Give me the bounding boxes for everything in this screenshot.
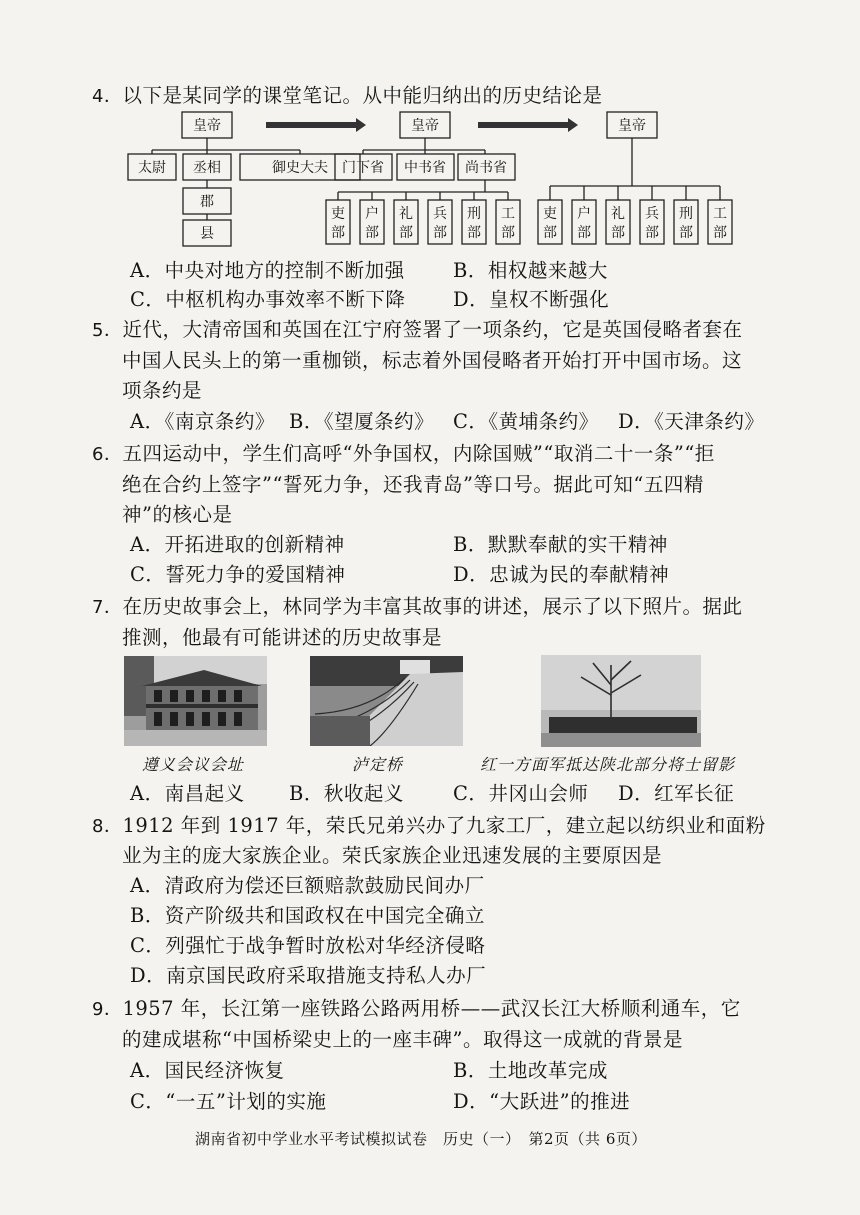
photo-caption-red-army: 红一方面军抵达陕北部分将士留影 (480, 755, 736, 774)
q6-option-b: B．默默奉献的实干精神 (453, 533, 668, 556)
diagram-ministry: 吏 (543, 206, 557, 222)
q5-option-c: C．《黄埔条约》 (453, 410, 599, 433)
q9-text-1: 1957 年，长江第一座铁路公路两用桥——武汉长江大桥顺利通车，它 (122, 997, 741, 1020)
q8-option-c: C．列强忙于战争暂时放松对华经济侵略 (130, 934, 486, 957)
q8-option-a: A．清政府为偿还巨额赔款鼓励民间办厂 (130, 874, 485, 897)
diagram-ministry: 吏 (331, 206, 345, 222)
diagram-ministry: 部 (713, 225, 727, 241)
diagram-ministry: 部 (679, 225, 693, 241)
diagram-ministry: 部 (433, 225, 447, 241)
q9-line-2: 的建成堪称“中国桥梁史上的一座丰碑”。取得这一成就的背景是 (122, 1028, 683, 1051)
diagram-ministry: 部 (399, 225, 413, 241)
q5-line-2: 中国人民头上的第一重枷锁，标志着外国侵略者开始打开中国市场。这 (122, 349, 743, 372)
diagram-ministry: 部 (645, 225, 659, 241)
diagram-ministry: 刑 (679, 206, 693, 222)
q9-line-1 (92, 995, 741, 1024)
diagram-ministry: 兵 (645, 206, 659, 222)
page-footer: 湖南省初中学业水平考试模拟试卷 历史（一） 第2页（共 6页） (195, 1130, 647, 1148)
q5-option-d: D．《天津条约》 (618, 410, 765, 433)
q7-option-a: A．南昌起义 (130, 782, 245, 805)
diagram-ministry: 部 (611, 225, 625, 241)
diagram-local-unit: 县 (200, 226, 214, 242)
diagram-department: 门下省 (342, 160, 384, 176)
diagram-ministry: 工 (501, 206, 515, 222)
diagram-emperor-3: 皇帝 (618, 118, 646, 134)
q5-option-b: B．《望厦条约》 (289, 410, 435, 433)
diagram-ministry: 礼 (611, 206, 625, 222)
q9-option-c: C．“一五”计划的实施 (130, 1090, 327, 1113)
q6-option-a: A．开拓进取的创新精神 (130, 533, 345, 556)
q7-line-2: 推测，他最有可能讲述的历史故事是 (122, 626, 443, 649)
diagram-ministry: 礼 (399, 206, 413, 222)
diagram-official: 太尉 (138, 160, 166, 176)
q9-number: 9． (92, 999, 123, 1020)
q4-option-a: A．中央对地方的控制不断加强 (130, 259, 405, 282)
q4-option-c: C．中枢机构办事效率不断下降 (130, 288, 406, 311)
diagram-ministry: 工 (713, 206, 727, 222)
q4-stem (92, 82, 602, 111)
q4-option-b: B．相权越来越大 (453, 259, 608, 282)
q5-number: 5． (92, 320, 123, 341)
q5-option-a: A．《南京条约》 (130, 410, 275, 433)
q7-option-d: D．红军长征 (618, 782, 735, 805)
diagram-ministry: 部 (501, 225, 515, 241)
diagram-department: 中书省 (404, 160, 446, 176)
diagram-ministry: 部 (331, 225, 345, 241)
q6-line-2: 绝在合约上签字”“誓死力争，还我青岛”等口号。据此可知“五四精 (122, 473, 704, 496)
q8-line-1 (92, 812, 766, 841)
diagram-ministry: 部 (577, 225, 591, 241)
diagram-emperor-1: 皇帝 (193, 118, 221, 134)
diagram-ministry: 部 (467, 225, 481, 241)
q8-option-b: B．资产阶级共和国政权在中国完全确立 (130, 904, 485, 927)
q7-text-1: 在历史故事会上，林同学为丰富其故事的讲述，展示了以下照片。据此 (122, 595, 743, 618)
diagram-official: 丞相 (193, 160, 221, 176)
q6-option-d: D．忠诚为民的奉献精神 (453, 563, 670, 586)
q8-line-2: 业为主的庞大家族企业。荣氏家族企业迅速发展的主要原因是 (122, 844, 663, 867)
q6-line-3: 神”的核心是 (122, 503, 233, 526)
q4-diagram (120, 108, 780, 250)
q7-option-b: B．秋收起义 (289, 782, 404, 805)
diagram-ministry: 户 (365, 206, 379, 222)
q7-line-1 (92, 593, 742, 622)
luding-bridge-photo (310, 656, 463, 746)
q7-number: 7． (92, 597, 123, 618)
diagram-local-unit: 郡 (200, 194, 214, 210)
q8-option-d: D．南京国民政府采取措施支持私人办厂 (130, 964, 487, 987)
diagram-ministry: 部 (365, 225, 379, 241)
q4-number: 4． (92, 86, 123, 107)
q6-line-1 (92, 440, 715, 469)
q4-stem-text: 以下是某同学的课堂笔记。从中能归纳出的历史结论是 (122, 84, 603, 107)
q4-option-d: D．皇权不断强化 (453, 288, 610, 311)
diagram-ministry: 刑 (467, 206, 481, 222)
q5-line-1 (92, 316, 742, 345)
q8-text-1: 1912 年到 1917 年，荣氏兄弟兴办了九家工厂，建立起以纺织业和面粉 (122, 814, 766, 837)
q7-option-c: C．井冈山会师 (453, 782, 589, 805)
red-army-photo (541, 655, 701, 747)
photo-caption-zunyi: 遵义会议会址 (142, 755, 245, 774)
q9-option-a: A．国民经济恢复 (130, 1059, 285, 1082)
photo-caption-luding: 泸定桥 (352, 755, 404, 774)
q5-line-3: 项条约是 (122, 379, 203, 402)
q6-number: 6． (92, 444, 123, 465)
q9-option-b: B．土地改革完成 (453, 1059, 608, 1082)
arrow-icon (266, 122, 356, 128)
diagram-official: 御史大夫 (272, 160, 328, 176)
q8-number: 8． (92, 816, 123, 837)
diagram-ministry: 部 (543, 225, 557, 241)
q6-text-1: 五四运动中，学生们高呼“外争国权，内除国贼”“取消二十一条”“拒 (122, 442, 715, 465)
zunyi-building-photo (124, 656, 267, 746)
q5-text-1: 近代，大清帝国和英国在江宁府签署了一项条约，它是英国侵略者套在 (122, 318, 743, 341)
q6-option-c: C．誓死力争的爱国精神 (130, 563, 346, 586)
diagram-ministry: 兵 (433, 206, 447, 222)
diagram-ministry: 户 (577, 206, 591, 222)
diagram-emperor-2: 皇帝 (411, 118, 439, 134)
arrow-icon (478, 122, 568, 128)
diagram-department: 尚书省 (465, 160, 507, 176)
q9-option-d: D．“大跃进”的推进 (453, 1090, 631, 1113)
